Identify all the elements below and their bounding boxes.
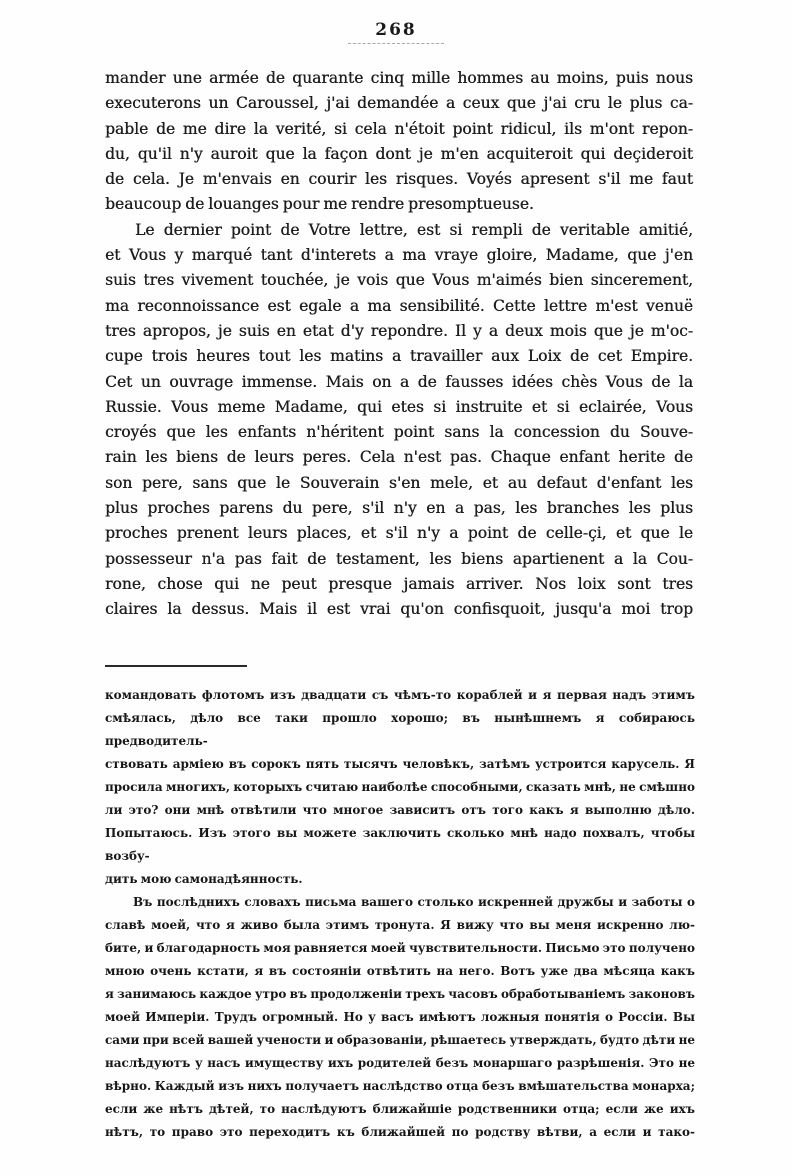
text-line: бите, и благодарность моя равняется моей чувствительности. Письмо это получено <box>105 941 695 955</box>
text-line: du, qu'il n'y auroit que la façon dont je m'en acquiteroit qui deçideroit <box>105 144 693 163</box>
text-line: possesseur n'a pas fait de testament, les biens apartienent a la Cou- <box>105 549 693 568</box>
text-line: Cet un ouvrage immense. Mais on a de fausses idées chès Vous de la <box>105 372 693 391</box>
text-line: croyés que les enfants n'héritent point sans la concession du Souve- <box>105 423 693 442</box>
text-line: suis tres vivement touchée, je vois que Vous m'aimés bien sincerement, <box>105 271 693 290</box>
text-line: et Vous y marqué tant d'interets a ma vraye gloire, Madame, que j'en <box>105 246 693 265</box>
paragraph <box>105 684 695 891</box>
text-line: славѣ моей, что я живо была этимъ тронута. Я вижу что вы меня искренно лю- <box>105 918 695 932</box>
text-line: ma reconnoissance est egale a ma sensibilité. Cette lettre m'est venuë <box>105 296 693 315</box>
text-line: ствовать арміею въ сорокъ пять тысячъ человѣкъ, затѣмъ устроится карусель. Я <box>105 757 695 771</box>
text-line: моей Имперіи. Трудъ огромный. Но у васъ имѣютъ ложныя понятія о Россіи. Вы <box>105 1010 695 1024</box>
text-line: tres apropos, je suis en etat d'y repondre. Il y a deux mois que je m'oc- <box>105 321 693 340</box>
text-line: просила многихъ, которыхъ считаю наиболѣе способными, сказать мнѣ, не смѣшно <box>105 780 695 794</box>
text-line: командовать флотомъ изъ двадцати съ чѣмъ-то кораблей и я первая надъ этимъ <box>105 688 695 702</box>
text-line: я занимаюсь каждое утро въ продолженіи трехъ часовъ обработываніемъ законовъ <box>105 987 695 1001</box>
text-line: ли это? они мнѣ отвѣтили что многое зависитъ отъ того какъ я выполню дѣло. <box>105 803 695 817</box>
text-line: Russie. Vous meme Madame, qui etes si instruite et si eclairée, Vous <box>105 397 693 416</box>
text-line: мною очень кстати, я въ состояніи отвѣтить на него. Вотъ уже два мѣсяца какъ <box>105 964 695 978</box>
text-line: mander une armée de quarante cinq mille hommes au moins, puis nous <box>105 69 693 87</box>
text-line: rone, chose qui ne peut presque jamais arriver. Nos loix sont tres <box>105 574 693 593</box>
text-line: наслѣдуютъ у насъ имуществу ихъ родителей безъ монаршаго разрѣшенія. Это не <box>105 1056 695 1070</box>
text-line: нѣтъ, то право это переходитъ къ ближайшей по родству вѣтви, а если и тако- <box>105 1125 695 1139</box>
text-line: pable de me dire la verité, si cela n'étoit point ridicul, ils m'ont repon- <box>105 119 693 138</box>
french-letter-text <box>105 66 693 623</box>
paragraph <box>105 891 695 1144</box>
text-line: claires la dessus. Mais il est vrai qu'on confisquoit, jusqu'a moi trop <box>105 600 693 619</box>
paragraph <box>105 218 693 623</box>
text-line: сами при всей вашей учености и образованіи, рѣшаетесь утверждать, будто дѣти не <box>105 1033 695 1047</box>
text-line: proches prenent leurs places, et s'il n'y a point de celle-çi, et que le <box>105 524 693 543</box>
text-line: de cela. Je m'envais en courir les risques. Voyés apresent s'il me faut <box>105 170 693 189</box>
page-number: 268 <box>375 20 417 40</box>
footnote-separator-rule <box>105 665 247 667</box>
text-line: Le dernier point de Votre lettre, est si rempli de veritable amitié, <box>135 220 693 239</box>
page-header <box>0 20 792 44</box>
text-line: дить мою самонадѣянность. <box>105 872 303 886</box>
russian-translation-footnote <box>105 684 695 1144</box>
text-line: Попытаюсь. Изъ этого вы можете заключить сколько мнѣ надо похвалъ, чтобы возбу- <box>105 826 695 863</box>
paragraph <box>105 66 693 218</box>
text-line: Въ послѣднихъ словахъ письма вашего столько искренней дружбы и заботы о <box>133 895 695 909</box>
text-line: если же нѣтъ дѣтей, то наслѣдуютъ ближайшіе родственники отца; если же ихъ <box>105 1102 695 1116</box>
page-number-rule <box>348 43 444 44</box>
text-line: executerons un Caroussel, j'ai demandée a ceux que j'ai cru le plus ca- <box>105 94 693 113</box>
text-line: son pere, sans que le Souverain s'en mele, et au defaut d'enfant les <box>105 473 693 492</box>
text-line: rain les biens de leurs peres. Cela n'est pas. Chaque enfant herite de <box>105 448 693 467</box>
text-line: beaucoup de louanges pour me rendre presomptueuse. <box>105 195 534 214</box>
text-line: plus proches parens du pere, s'il n'y en a pas, les branches les plus <box>105 499 693 518</box>
text-line: cupe trois heures tout les matins a travailler aux Loix de cet Empire. <box>105 347 693 366</box>
text-line: вѣрно. Каждый изъ нихъ получаетъ наслѣдство отца безъ вмѣшательства монарха; <box>105 1079 695 1093</box>
text-line: смѣялась, дѣло все таки прошло хорошо; въ нынѣшнемъ я собираюсь предводитель- <box>105 711 695 748</box>
